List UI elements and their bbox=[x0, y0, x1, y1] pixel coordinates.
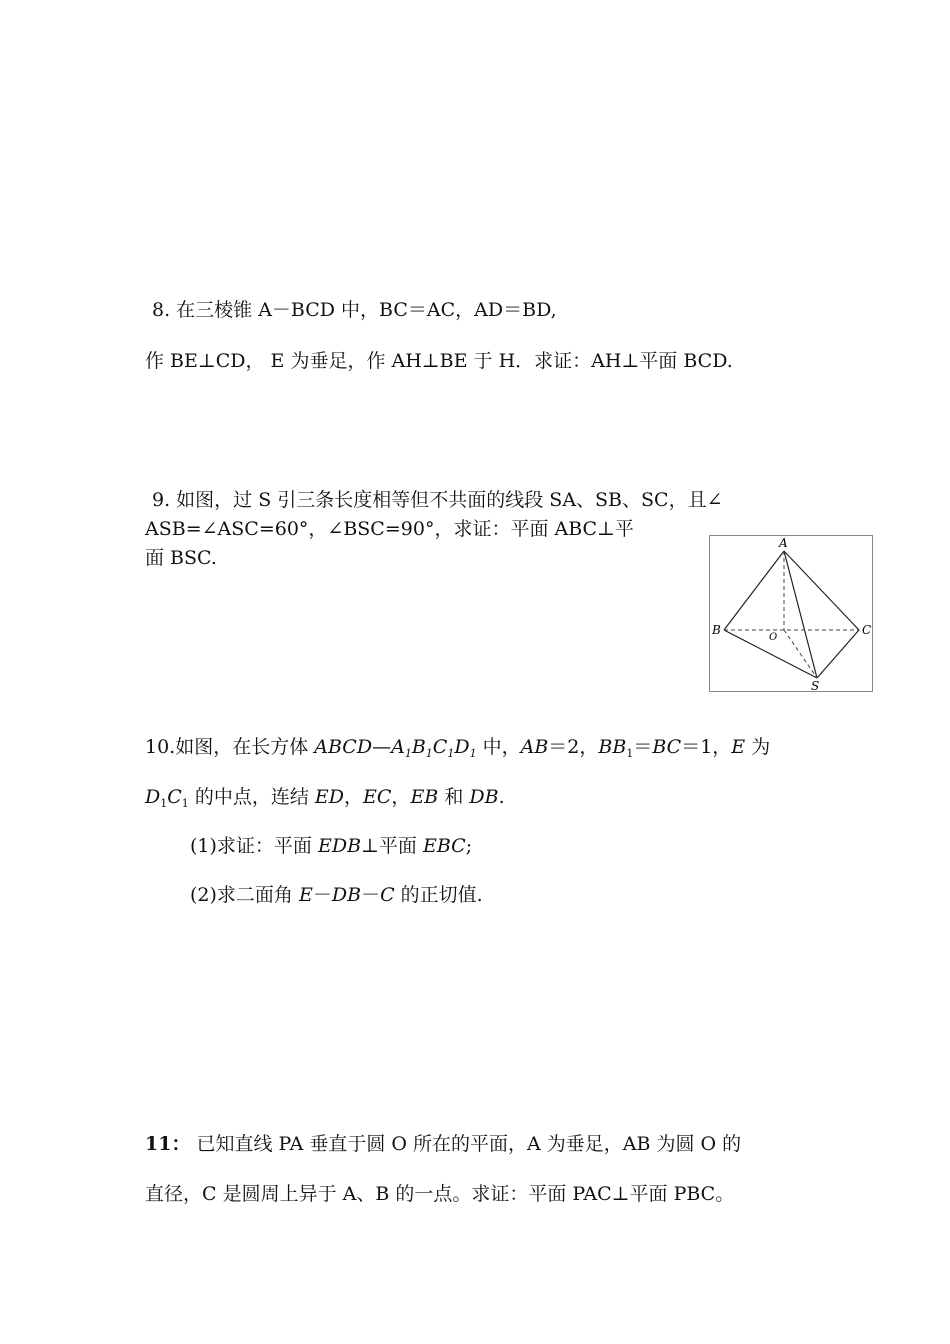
problem-10-question-2 bbox=[190, 883, 483, 907]
text: 的正切值. bbox=[394, 884, 483, 906]
math: B bbox=[411, 736, 426, 758]
math: AB bbox=[520, 736, 549, 758]
math: BB bbox=[598, 736, 627, 758]
text: 为 bbox=[745, 736, 771, 758]
subscript: 1 bbox=[425, 747, 433, 760]
text: — bbox=[372, 736, 392, 758]
math: C bbox=[432, 736, 448, 758]
subscript: 1 bbox=[626, 747, 634, 760]
math: ED bbox=[314, 786, 344, 808]
math: C bbox=[380, 884, 395, 906]
text: 和 bbox=[438, 786, 470, 808]
label-c: C bbox=[862, 623, 872, 637]
text: . bbox=[498, 786, 505, 808]
label-b: B bbox=[712, 623, 721, 637]
math: EB bbox=[410, 786, 439, 808]
math: D bbox=[454, 736, 470, 758]
problem-10-question-1 bbox=[190, 834, 472, 858]
subscript: 1 bbox=[447, 747, 455, 760]
text: 已知直线 PA 垂直于圆 O 所在的平面，A 为垂足，AB 为圆 O 的 bbox=[190, 1133, 742, 1155]
problem-10-line-1 bbox=[145, 735, 770, 759]
text: (1)求证：平面 bbox=[190, 835, 318, 857]
problem-9-line-3: 面 BSC. bbox=[145, 547, 217, 569]
problem-10-line-2 bbox=[145, 785, 505, 809]
problem-8-line-2: 作 BE⊥CD， E 为垂足，作 AH⊥BE 于 H．求证：AH⊥平面 BCD. bbox=[145, 350, 733, 372]
text: 的中点，连结 bbox=[188, 786, 315, 808]
math: E bbox=[298, 884, 313, 906]
problem-9-line-2: ASB=∠ASC=60°，∠BSC=90°，求证：平面 ABC⊥平 bbox=[145, 518, 634, 540]
math: BC bbox=[652, 736, 682, 758]
text: ⊥平面 bbox=[361, 835, 423, 857]
problem-9-line-1: 9. 如图，过 S 引三条长度相等但不共面的线段 SA、SB、SC，且∠ bbox=[152, 489, 723, 511]
problem-number: 11 bbox=[145, 1133, 172, 1155]
subscript: 1 bbox=[181, 797, 189, 810]
text: ＝2， bbox=[548, 736, 599, 758]
label-a: A bbox=[779, 536, 788, 550]
text: 中， bbox=[476, 736, 521, 758]
math: C bbox=[167, 786, 182, 808]
subscript: 1 bbox=[404, 747, 412, 760]
text: － bbox=[312, 884, 332, 906]
problem-11-line-1 bbox=[145, 1132, 741, 1156]
pyramid-figure bbox=[709, 535, 873, 692]
label-o: O bbox=[769, 632, 778, 643]
math: EDB bbox=[317, 835, 362, 857]
math: EC bbox=[363, 786, 392, 808]
text: ： bbox=[171, 1133, 191, 1155]
math: ABCD bbox=[314, 736, 373, 758]
math: D bbox=[145, 786, 161, 808]
text: ， bbox=[343, 786, 363, 808]
text: 10.如图，在长方体 bbox=[145, 736, 315, 758]
text: ＝ bbox=[633, 736, 653, 758]
problem-8-line-1: 8. 在三棱锥 A－BCD 中，BC＝AC，AD＝BD, bbox=[152, 299, 557, 321]
text: － bbox=[361, 884, 381, 906]
subscript: 1 bbox=[160, 797, 168, 810]
problem-11-line-2: 直径，C 是圆周上异于 A、B 的一点。求证：平面 PAC⊥平面 PBC。 bbox=[145, 1183, 735, 1205]
label-s: S bbox=[811, 679, 820, 692]
subscript: 1 bbox=[469, 747, 477, 760]
math: DB bbox=[331, 884, 362, 906]
text: ; bbox=[465, 835, 473, 857]
math: E bbox=[731, 736, 746, 758]
math: A bbox=[391, 736, 405, 758]
text: (2)求二面角 bbox=[190, 884, 299, 906]
math: DB bbox=[469, 786, 499, 808]
text: ， bbox=[391, 786, 411, 808]
math: EBC bbox=[422, 835, 466, 857]
text: ＝1， bbox=[681, 736, 732, 758]
